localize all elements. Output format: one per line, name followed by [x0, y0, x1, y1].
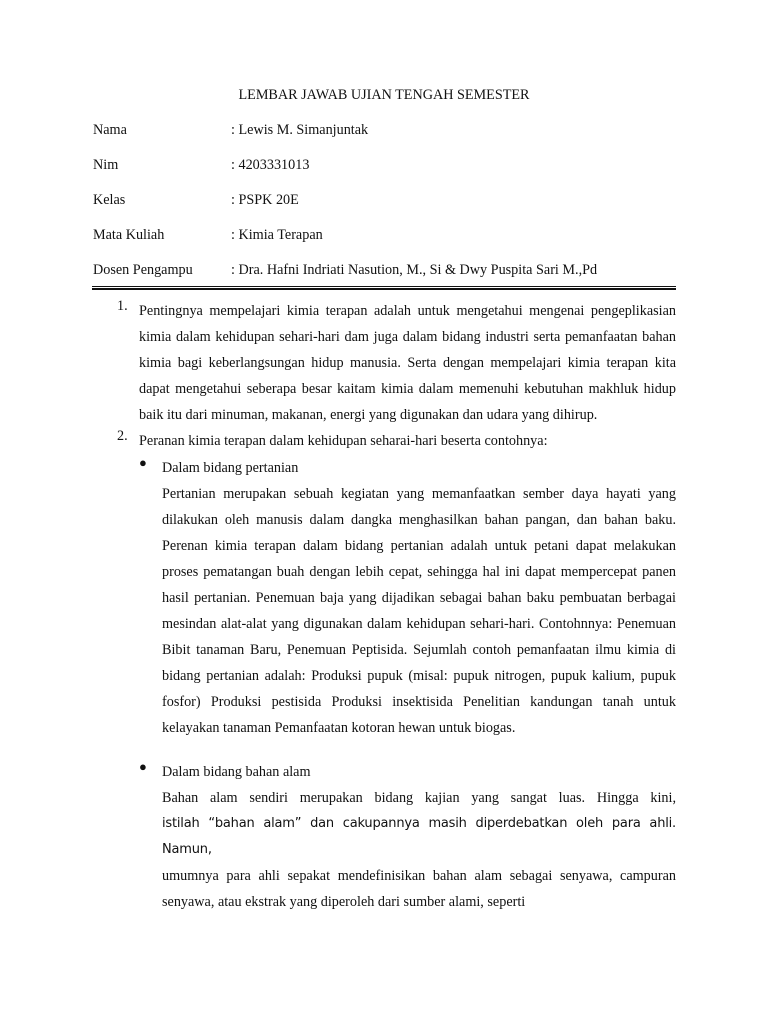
bullet-icon: ●: [139, 454, 147, 470]
answer-item-2: [117, 428, 676, 454]
answer-list: [117, 298, 676, 915]
field-label: Kelas: [93, 192, 126, 208]
bullet-icon: ●: [139, 758, 147, 774]
field-value: : 4203331013: [231, 157, 310, 173]
field-label: Nama: [93, 122, 127, 138]
bullet-heading: Dalam bidang bahan alam: [162, 763, 311, 780]
item-number: 2.: [117, 428, 128, 445]
bullet-text: Pertanian merupakan sebuah kegiatan yang memanfaatkan sember daya hayati yang dilakukan oleh manusis dalam dangka menghasilkan bahan pangan, dan bahan baku. Perenan kimia terapan dalam bidang pertanian adalah untuk petani dapat melakukan proses pematangan buah dengan lebih cepat, sehingga hal ini dapat mempercepat panen hasil pertanian. Penemuan baja yang dijadikan sebagai bahan baku pembuatan berbagai mesindan alat-alat yang digunakan dalam kehidupan sehari-hari. Contohnnya: Penemuan Bibit tanaman Baru, Penemuan Peptisida. Sejumlah contoh pemanfaatan ilmu kimia di bidang pertanian adalah: Produksi pupuk (misal: pupuk nitrogen, pupuk kalium, pupuk fosfor) Produksi pestisida Produksi insektisida Penelitian kandungan tanah untuk kelayakan tanaman Pemanfaatan kotoran hewan untuk biogas.: [162, 485, 676, 737]
field-value: : Dra. Hafni Indriati Nasution, M., Si & Dwy Puspita Sari M.,Pd: [231, 262, 598, 278]
bullet-text-line2: istilah “bahan alam” dan cakupannya masih diperdebatkan oleh para ahli. Namun,: [162, 815, 676, 857]
field-value: : PSPK 20E: [231, 192, 299, 208]
field-label: Mata Kuliah: [93, 227, 165, 243]
bullet-text-line1: Bahan alam sendiri merupakan bidang kajian yang sangat luas. Hingga kini,: [162, 789, 676, 806]
bullet-bahan-alam: [139, 759, 676, 915]
field-label: Nim: [93, 157, 119, 173]
bullet-heading: Dalam bidang pertanian: [162, 459, 299, 476]
field-value: : Kimia Terapan: [231, 227, 323, 243]
header-divider: [92, 286, 676, 290]
field-value: : Lewis M. Simanjuntak: [231, 122, 369, 138]
document-title: LEMBAR JAWAB UJIAN TENGAH SEMESTER: [238, 87, 530, 103]
item-number: 1.: [117, 298, 128, 314]
answer-item-1: [117, 298, 676, 428]
bullet-text-rest: umumnya para ahli sepakat mendefinisikan bahan alam sebagai senyawa, campuran senyawa, atau ekstrak yang diperoleh dari sumber alami, seperti: [162, 867, 676, 910]
answer-text: Peranan kimia terapan dalam kehidupan seharai-hari beserta contohnya:: [139, 433, 548, 450]
bullet-pertanian: [139, 455, 676, 742]
field-label: Dosen Pengampu: [93, 262, 193, 278]
answer-text: Pentingnya mempelajari kimia terapan adalah untuk mengetahui mengenai pengeplikasian kimia dalam kehidupan sehari-hari dam juga dalam bidang industri serta pemanfaatan bahan kimia bagi keberlangsungan hidup manusia. Serta dengan mempelajari kimia terapan kita dapat mengetahui seberapa besar kaitam kimia dalam memenuhi kebutuhan makhluk hidup baik itu dari minuman, makanan, energi yang digunakan dan udara yang dihirup.: [139, 303, 676, 424]
